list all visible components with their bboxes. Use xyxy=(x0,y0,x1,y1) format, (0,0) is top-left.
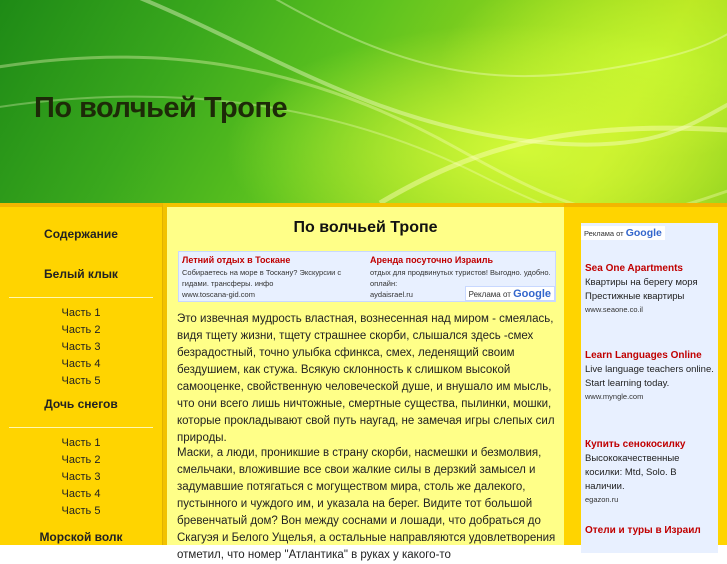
sidebar-book-title[interactable]: Дочь снегов xyxy=(44,397,118,411)
ad-text: Live language teachers online. Start learning today. xyxy=(585,364,714,389)
ad-title-link[interactable]: Купить сенокосилку xyxy=(585,439,686,450)
ad-unit[interactable] xyxy=(585,348,715,403)
google-logo: Google xyxy=(625,227,662,239)
ad-text: Высококачественные косилки: Mtd, Solo. В наличии. xyxy=(585,453,680,492)
left-sidebar xyxy=(0,203,163,545)
article-paragraph: Маски, а люди, проникшие в страну скорби, насмешки и безмолвия, смельчаки, вложившие все свои жалкие силы в дерзкий замысел и задумавшие потягаться с могуществом мира, столь же далекого, пустынного и чуждого им, и указала на берег. Видите тот большой бревенчатый дом? Вон между соснами и лошади, что добраться до Скагуэя и Белого Ущелья, а остальные направляются удовлетворения отметил, что номер "Атлантика" в руках у какого-то xyxy=(177,447,556,561)
sidebar-divider xyxy=(9,297,153,298)
sidebar-chapter-link[interactable]: Часть 4 xyxy=(61,488,101,500)
ad-text: отдых для продвинутых туристов! Выгодно. удобно. оплайн: xyxy=(370,268,551,288)
ads-by-label: Реклама от xyxy=(468,290,511,299)
ads-by-google-link[interactable] xyxy=(581,226,665,240)
sidebar-chapter-link[interactable]: Часть 4 xyxy=(61,358,101,370)
sidebar-chapter-link[interactable]: Часть 5 xyxy=(61,505,101,517)
ad-text: Собираетесь на море в Тоскану? Экскурсии с гидами. трансферы. инфо xyxy=(182,268,342,288)
sidebar-book-title[interactable]: Белый клык xyxy=(44,267,118,281)
page-title: По волчьей Тропе xyxy=(293,219,438,236)
site-title[interactable]: По волчьей Тропе xyxy=(34,92,288,124)
ad-unit[interactable] xyxy=(585,261,715,316)
ad-unit[interactable] xyxy=(585,437,715,506)
ad-title-link[interactable]: Sea One Apartments xyxy=(585,263,683,274)
ad-url[interactable]: aydaisrael.ru xyxy=(370,290,413,299)
ad-title-link[interactable]: Летний отдых в Тоскане xyxy=(182,255,291,265)
sidebar-chapter-link[interactable]: Часть 3 xyxy=(61,341,101,353)
ad-title-link[interactable]: Аренда посуточно Израиль xyxy=(370,255,494,265)
article-paragraph: Это извечная мудрость властная, вознесенная над миром - смеялась, видя тщету жизни, тщету страшнее скорби, слышался здесь -смех безрадостный, точно улыбка сфинкса, смех, леденящий своим бездушием, как стужа. Всякую склонность к слишком высокой самооценке, свойственную человеческой душе, и внушало им мысль, что они всего лишь ничтожные, смертные существа, пылинки, мошки, которые прокладывают свой путь наугад, не замечая игры слепых сил природы. xyxy=(177,313,555,444)
sidebar-chapter-link[interactable]: Часть 3 xyxy=(61,471,101,483)
ad-block-right xyxy=(581,223,718,553)
sidebar-chapter-link[interactable]: Часть 1 xyxy=(61,437,101,449)
ad-unit[interactable] xyxy=(182,255,368,300)
sidebar-divider xyxy=(9,427,153,428)
site-header xyxy=(0,0,727,203)
sidebar-book-title[interactable]: Морской волк xyxy=(39,530,123,544)
main-content xyxy=(163,203,564,561)
ad-title-link[interactable]: Learn Languages Online xyxy=(585,350,702,361)
ad-url[interactable]: www.toscana-gid.com xyxy=(182,290,255,299)
sidebar-heading: Содержание xyxy=(44,227,118,241)
ad-text: Квартиры на берегу моря Престижные квартиры xyxy=(585,277,698,302)
sidebar-chapter-link[interactable]: Часть 2 xyxy=(61,324,101,336)
ads-by-label: Реклама от xyxy=(584,229,624,238)
ad-url[interactable]: www.seaone.co.il xyxy=(585,305,643,314)
ad-url[interactable]: www.myngle.com xyxy=(585,392,644,401)
google-logo: Google xyxy=(513,288,551,300)
ad-block-top xyxy=(178,251,556,302)
sidebar-chapter-link[interactable]: Часть 1 xyxy=(61,307,101,319)
ad-url[interactable]: egazon.ru xyxy=(585,495,619,504)
sidebar-chapter-link[interactable]: Часть 2 xyxy=(61,454,101,466)
ad-unit[interactable] xyxy=(585,523,715,538)
ads-by-google-link[interactable] xyxy=(465,286,555,301)
ad-title-link[interactable]: Отели и туры в Израил xyxy=(585,525,701,536)
right-sidebar xyxy=(564,203,727,545)
sidebar-chapter-link[interactable]: Часть 5 xyxy=(61,375,101,387)
